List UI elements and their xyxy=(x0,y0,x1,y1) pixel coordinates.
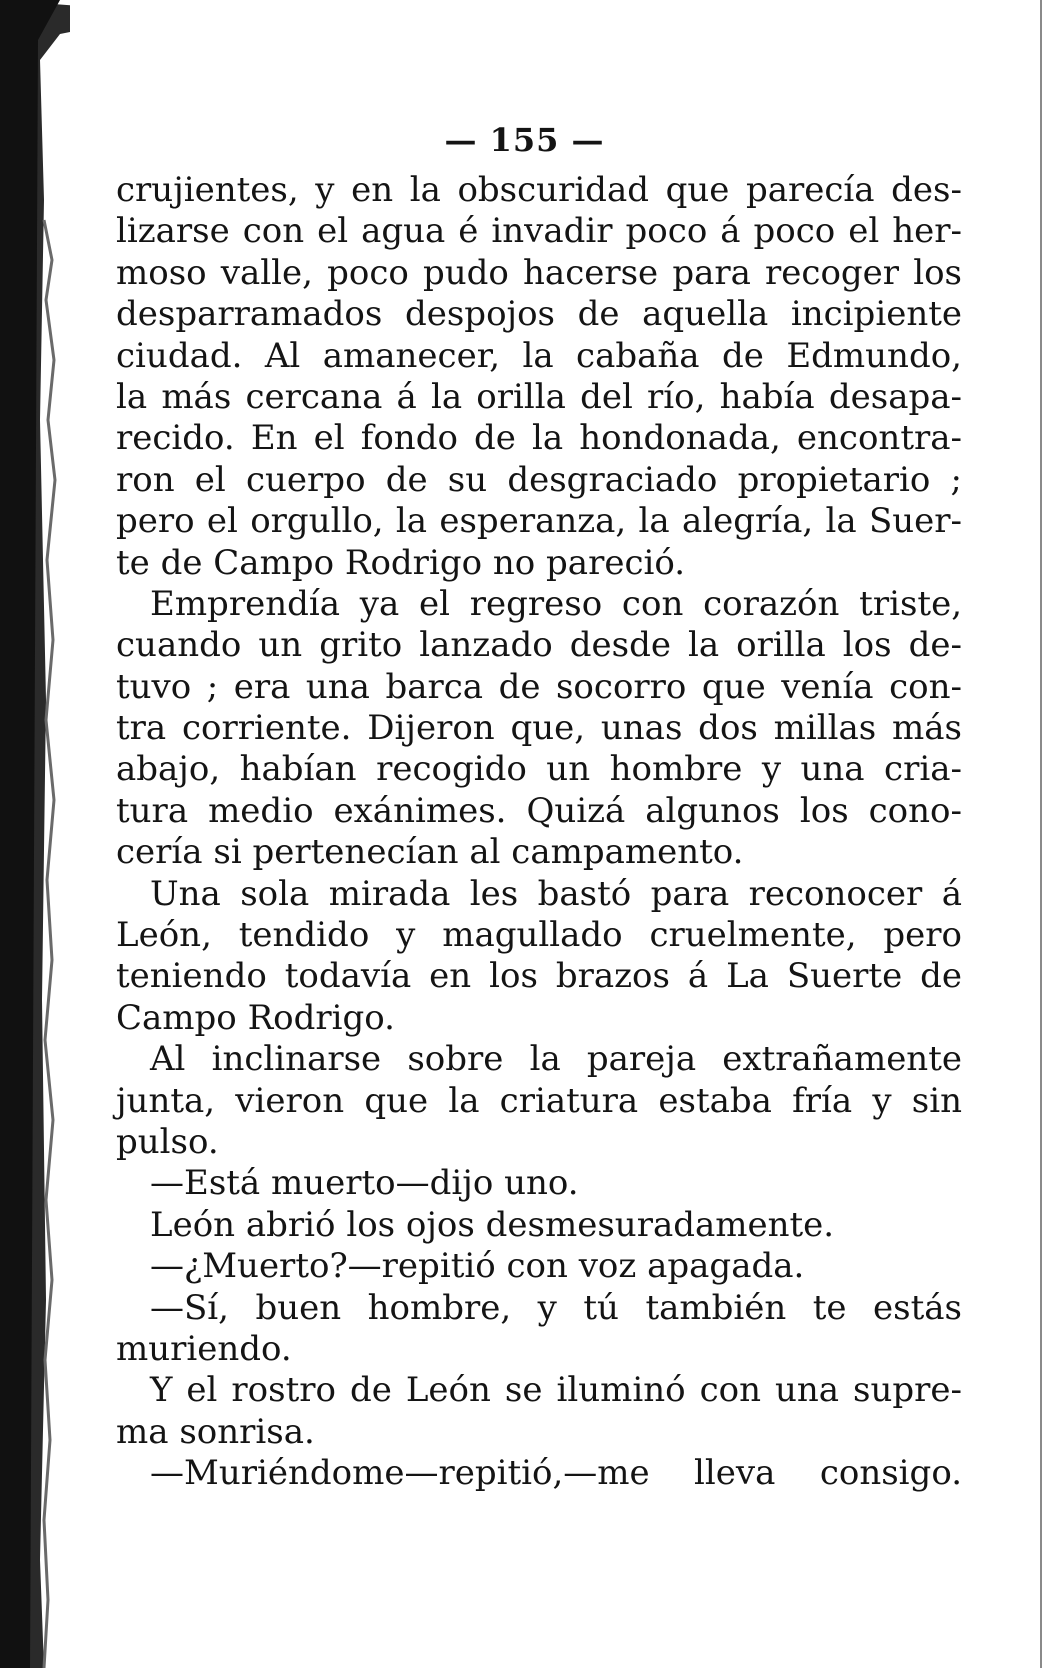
text-line: crujientes, y en la obscuridad que parecía des- xyxy=(116,170,962,210)
text-line: León abrió los ojos desmesuradamente. xyxy=(150,1204,835,1245)
text-line: —Muriéndome—repitió,—me lleva consigo. xyxy=(150,1453,962,1494)
text-line: Y el rostro de León se iluminó con una supre- xyxy=(150,1370,962,1411)
text-line: pulso. xyxy=(116,1121,219,1162)
page-right-edge xyxy=(1040,0,1042,1668)
text-line: tra corriente. Dijeron que, unas dos millas más xyxy=(116,708,962,749)
text-line: desparramados despojos de aquella incipiente xyxy=(116,294,962,335)
text-line: ciudad. Al amanecer, la cabaña de Edmundo, xyxy=(116,335,962,376)
text-line: cería si pertenecían al campamento. xyxy=(116,832,744,873)
text-line: Al inclinarse sobre la pareja extrañamente xyxy=(150,1039,962,1080)
page-number: — 155 — xyxy=(444,121,605,159)
text-line: —¿Muerto?—repitió con voz apagada. xyxy=(150,1246,805,1287)
text-line: la más cercana á la orilla del río, había desapa- xyxy=(116,376,962,417)
text-line: lizarse con el agua é invadir poco á poco el her- xyxy=(116,211,962,252)
text-line: junta, vieron que la criatura estaba fría y sin xyxy=(116,1080,962,1121)
text-line: —Está muerto—dijo uno. xyxy=(150,1163,579,1204)
text-line: —Sí, buen hombre, y tú también te estás xyxy=(150,1287,962,1328)
text-line: tuvo ; era una barca de socorro que venía con- xyxy=(116,666,962,707)
text-line: ron el cuerpo de su desgraciado propietario ; xyxy=(116,459,962,500)
text-line: León, tendido y magullado cruelmente, pero xyxy=(116,915,962,956)
body-text xyxy=(116,170,962,1495)
text-line: moso valle, poco pudo hacerse para recoger los xyxy=(116,252,962,293)
text-line: cuando un grito lanzado desde la orilla los de- xyxy=(116,625,962,666)
text-line: abajo, habían recogido un hombre y una cria- xyxy=(116,749,962,790)
text-line: teniendo todavía en los brazos á La Suerte de xyxy=(116,956,962,997)
text-line: pero el orgullo, la esperanza, la alegría, la Suer- xyxy=(116,501,962,542)
text-line: Campo Rodrigo. xyxy=(116,997,395,1038)
text-line: Una sola mirada les bastó para reconocer á xyxy=(150,873,962,914)
text-line: Emprendía ya el regreso con corazón triste, xyxy=(150,583,962,624)
text-line: muriendo. xyxy=(116,1328,292,1369)
text-line: recido. En el fondo de la hondonada, encontra- xyxy=(116,418,962,459)
text-line: tura medio exánimes. Quizá algunos los cono- xyxy=(116,790,962,831)
text-line: ma sonrisa. xyxy=(116,1411,315,1452)
text-line: te de Campo Rodrigo no pareció. xyxy=(116,542,686,583)
page-binding-shadow xyxy=(0,0,70,1668)
